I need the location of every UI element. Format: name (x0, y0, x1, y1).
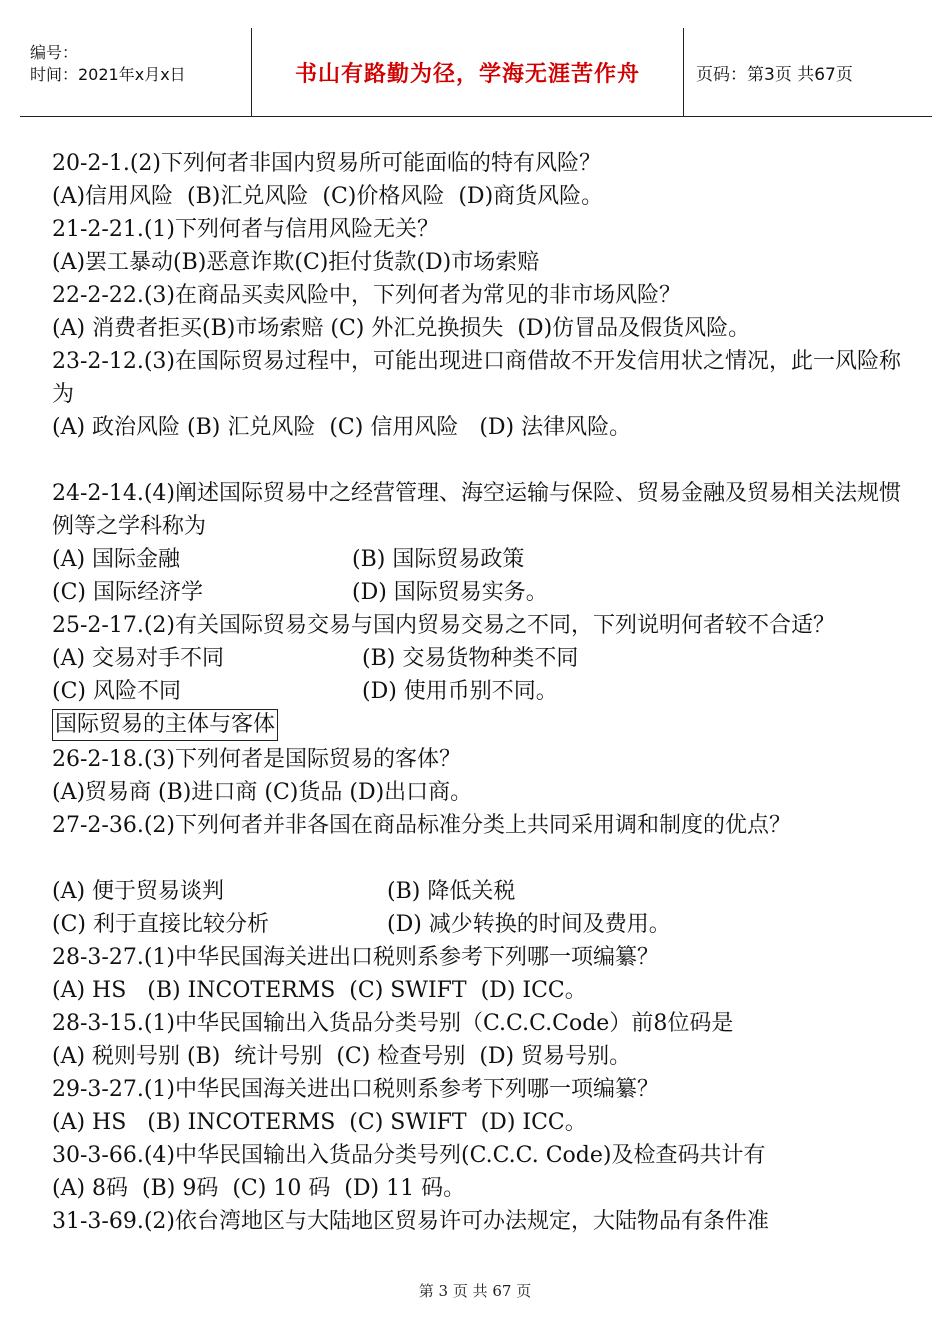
question-line: 23-2-12.(3)在国际贸易过程中，可能出现进口商借故不开发信用状之情况，此一风险称为 (52, 349, 902, 407)
answer-options-line: (A) 8码 (B) 9码 (C) 10 码 (D) 11 码。 (52, 1176, 466, 1201)
question-line: 30-3-66.(4)中华民国输出入货品分类号列(C.C.C. Code)及检查码共计有 (52, 1143, 766, 1168)
question-line: 21-2-21.(1)下列何者与信用风险无关？ (52, 217, 440, 242)
option-left: (A) 便于贸易谈判 (52, 879, 225, 904)
question-line: 28-3-15.(1)中华民国输出入货品分类号别（C.C.C.Code）前8位码是 (52, 1011, 734, 1036)
answer-options-line: (A) 税则号别 (B) 统计号别 (C) 检查号别 (D) 贸易号别。 (52, 1044, 632, 1069)
question-line: 31-3-69.(2)依台湾地区与大陆地区贸易许可办法规定，大陆物品有条件准 (52, 1209, 770, 1234)
answer-options-line: (A) HS (B) INCOTERMS (C) SWIFT (D) ICC。 (52, 978, 587, 1003)
answer-options-line: (A) HS (B) INCOTERMS (C) SWIFT (D) ICC。 (52, 1110, 587, 1135)
option-left: (C) 利于直接比较分析 (52, 912, 269, 937)
section-heading: 国际贸易的主体与客体 (52, 709, 278, 741)
answer-options-line: (A)信用风险 (B)汇兑风险 (C)价格风险 (D)商货风险。 (52, 184, 604, 209)
question-line: 20-2-1.(2)下列何者非国内贸易所可能面临的特有风险？ (52, 151, 602, 176)
option-right: (D) 国际贸易实务。 (352, 580, 548, 605)
option-right: (B) 国际贸易政策 (352, 547, 525, 572)
header-meta (20, 28, 252, 116)
page-header (20, 28, 932, 117)
option-left: (C) 国际经济学 (52, 580, 203, 605)
option-right: (B) 交易货物种类不同 (362, 646, 579, 671)
question-list (52, 147, 922, 1238)
option-right: (B) 降低关税 (387, 879, 516, 904)
question-line: 25-2-17.(2)有关国际贸易交易与国内贸易交易之不同，下列说明何者较不合适？ (52, 613, 836, 638)
option-left: (C) 风险不同 (52, 679, 181, 704)
section-heading-row (52, 708, 922, 743)
option-row (52, 576, 922, 609)
option-row (52, 908, 922, 941)
document-number-label: 编号： (30, 43, 79, 62)
document-time-label: 时间：2021年x月x日 (30, 65, 186, 84)
header-page-info: 页码：第3页 共67页 (696, 64, 853, 85)
option-row (52, 675, 922, 708)
answer-options-line: (A)罢工暴动(B)恶意诈欺(C)拒付货款(D)市场索赔 (52, 250, 540, 275)
question-line: 22-2-22.(3)在商品买卖风险中，下列何者为常见的非市场风险？ (52, 283, 682, 308)
question-line: 28-3-27.(1)中华民国海关进出口税则系参考下列哪一项编纂？ (52, 945, 660, 970)
question-line: 26-2-18.(3)下列何者是国际贸易的客体？ (52, 747, 462, 772)
question-line: 27-2-36.(2)下列何者并非各国在商品标准分类上共同采用调和制度的优点？ (52, 813, 792, 838)
answer-options-line: (A)贸易商 (B)进口商 (C)货品 (D)出口商。 (52, 780, 473, 805)
option-row (52, 875, 922, 908)
answer-options-line: (A) 消费者拒买(B)市场索赔 (C) 外汇兑换损失 (D)仿冒品及假货风险。 (52, 316, 751, 341)
question-line: 29-3-27.(1)中华民国海关进出口税则系参考下列哪一项编纂？ (52, 1077, 660, 1102)
option-row (52, 642, 922, 675)
header-motto: 书山有路勤为径，学海无涯苦作舟 (252, 28, 684, 116)
option-right: (D) 使用币别不同。 (362, 679, 558, 704)
answer-options-line: (A) 政治风险 (B) 汇兑风险 (C) 信用风险 (D) 法律风险。 (52, 415, 632, 440)
option-left: (A) 交易对手不同 (52, 646, 225, 671)
blank-line (52, 842, 922, 875)
option-row (52, 543, 922, 576)
page-footer: 第 3 页 共 67 页 (418, 1282, 532, 1300)
option-left: (A) 国际金融 (52, 547, 181, 572)
option-right: (D) 减少转换的时间及费用。 (387, 912, 671, 937)
blank-line (52, 444, 922, 477)
question-line: 24-2-14.(4)阐述国际贸易中之经营管理、海空运输与保险、贸易金融及贸易相关法规惯例等之学科称为 (52, 481, 902, 539)
